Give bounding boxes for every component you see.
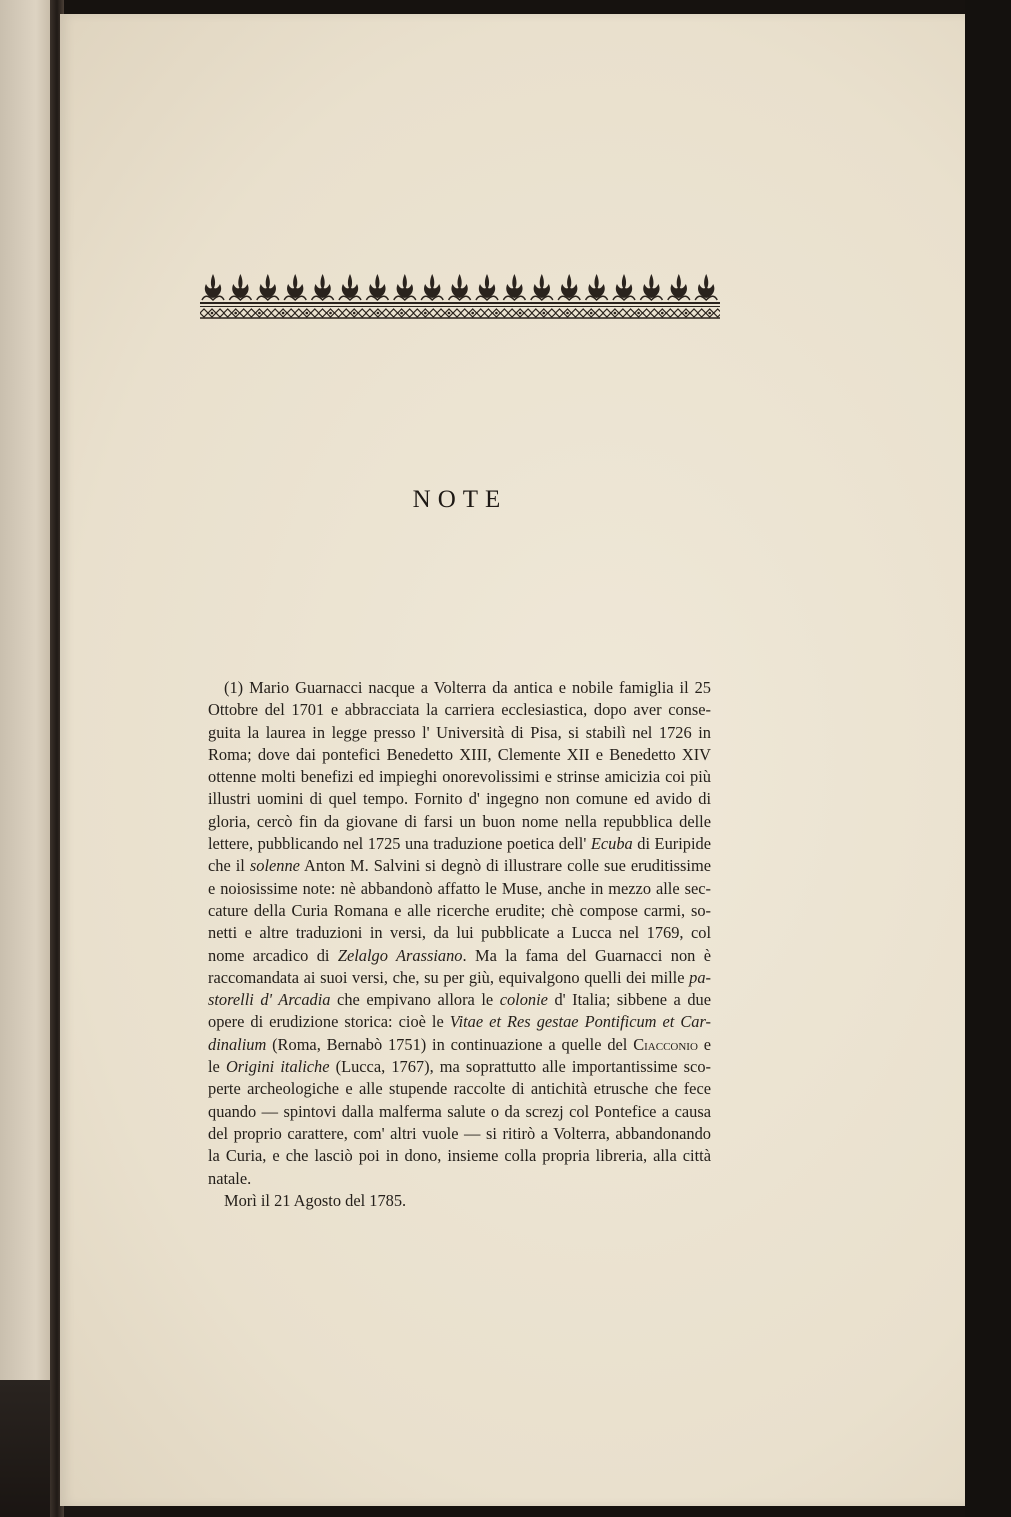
- text-line: la Curia, e che lasciò poi in dono, insieme colla propria libreria, alla città: [208, 1146, 711, 1166]
- text-line: Roma; dove dai pontefici Benedetto XIII, Clemente XII e Benedetto XIV: [208, 744, 711, 764]
- text-line: illustri uomini di quel tempo. Fornito d' ingegno non comune ed avido di: [208, 789, 711, 809]
- decorative-ornament-border: [200, 272, 720, 328]
- text-line: ottenne molti benefizi ed impieghi onorevolissimi e strinse amicizia coi più: [208, 767, 711, 787]
- text-line: natale.: [208, 1168, 252, 1188]
- text-line: che il solenne Anton M. Salvini si degnò di illustrare colle sue eruditissime: [208, 856, 711, 876]
- background-edge: [965, 0, 1011, 1517]
- text-line: netti e altre traduzioni in versi, da lui pubblicate a Lucca nel 1769, col: [208, 923, 711, 943]
- text-line: gloria, cercò fin da giovane di farsi un buon nome nella repubblica delle: [208, 811, 711, 831]
- text-line: cature della Curia Romana e alle ricerche erudite; chè compose carmi, so-: [208, 900, 711, 920]
- text-line: perte archeologiche e alle stupende raccolte di antichità etrusche che fece: [208, 1079, 711, 1099]
- text-line: raccomandata ai suoi versi, che, su per giù, equivalgono quelli dei mille pa-: [208, 967, 711, 987]
- text-line: lettere, pubblicando nel 1725 una traduzione poetica dell' Ecuba di Euripide: [208, 834, 711, 854]
- note-text: [208, 677, 711, 1212]
- text-line: le Origini italiche (Lucca, 1767), ma soprattutto alle importantissime sco-: [208, 1057, 711, 1077]
- text-line: storelli d' Arcadia che empivano allora le colonie d' Italia; sibbene a due: [208, 990, 711, 1010]
- text-line: nome arcadico di Zelalgo Arassiano. Ma la fama del Guarnacci non è: [208, 945, 711, 965]
- text-line: guita la laurea in legge presso l' Università di Pisa, si stabilì nel 1726 in: [208, 722, 711, 742]
- text-line: quando — spintovi dalla malferma salute o da screzj col Pontefice a causa: [208, 1101, 711, 1121]
- text-line: Ottobre del 1701 e abbracciata la carriera ecclesiastica, dopo aver conse-: [208, 700, 711, 720]
- text-line: dinalium (Roma, Bernabò 1751) in continuazione a quelle del Ciacconio e: [208, 1034, 712, 1054]
- text-line: del proprio carattere, com' altri vuole — si ritirò a Volterra, abbandonando: [208, 1123, 711, 1143]
- text-line: (1) Mario Guarnacci nacque a Volterra da antica e nobile famiglia il 25: [224, 678, 711, 697]
- text-line: opere di erudizione storica: cioè le Vitae et Res gestae Pontificum et Car-: [208, 1012, 711, 1032]
- closing-line: Morì il 21 Agosto del 1785.: [224, 1190, 407, 1210]
- text-line: e noiosissime note: nè abbandonò affatto le Muse, anche in mezzo alle sec-: [208, 878, 711, 898]
- page-title: NOTE: [412, 486, 508, 513]
